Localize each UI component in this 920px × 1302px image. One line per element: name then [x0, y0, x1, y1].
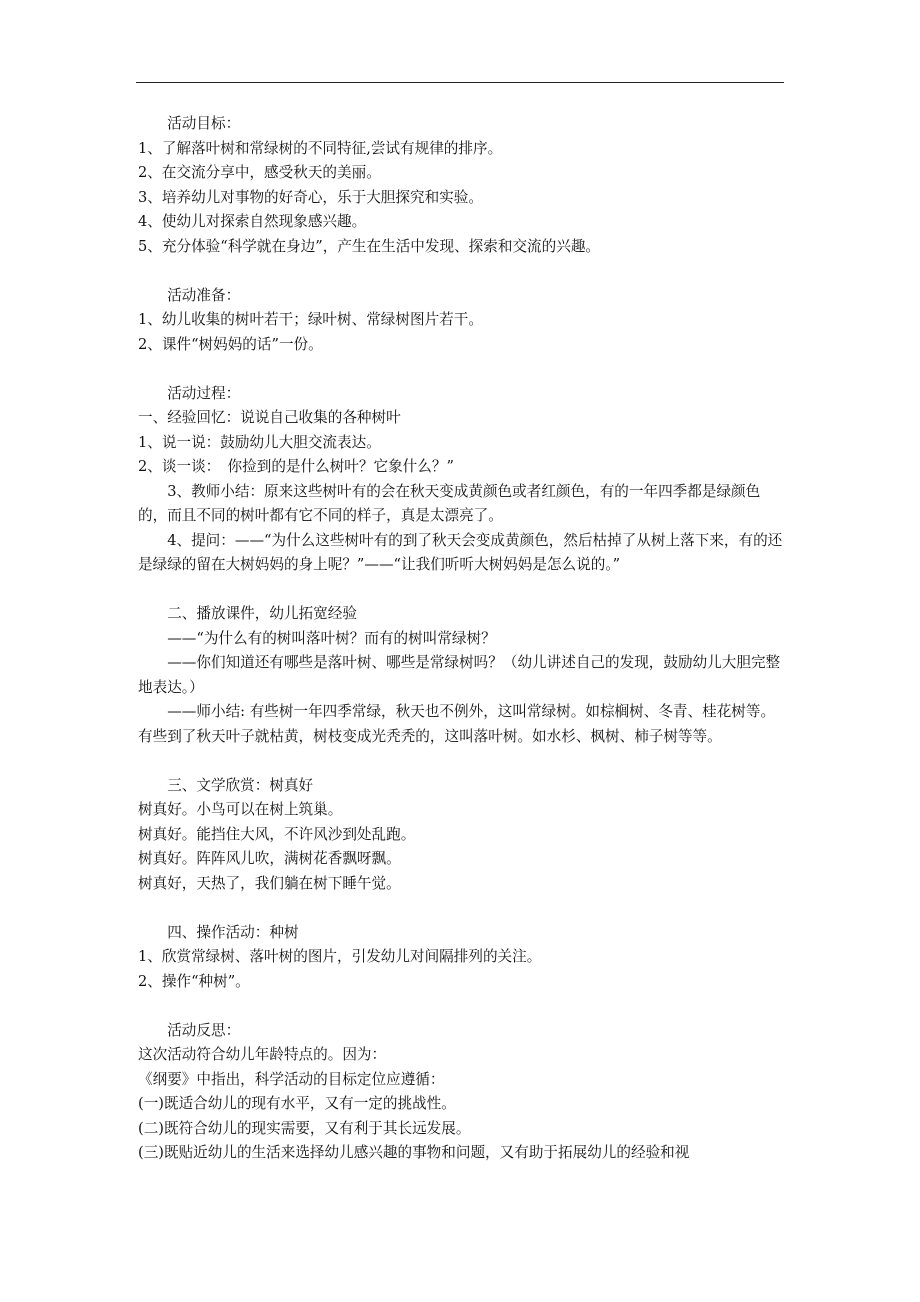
reflection-item: 这次活动符合幼儿年龄特点的。因为： [138, 1046, 387, 1063]
preparation-heading: 活动准备： [167, 286, 241, 304]
reflection-item: (一)既适合幼儿的现有水平，又有一定的挑战性。 [138, 1095, 456, 1112]
poem-line: 树真好，天热了，我们躺在树下睡午觉。 [138, 874, 401, 892]
document-body [138, 112, 784, 1166]
process-heading: 活动过程： [167, 384, 241, 402]
preparation-item: 2、课件“树妈妈的话”一份。 [138, 335, 323, 353]
paragraph-gap [138, 578, 784, 603]
process-part2-title: 二、播放课件，幼儿拓宽经验 [167, 605, 357, 622]
goal-item: 5、充分体验“科学就在身边”，产生在生活中发现、探索和交流的兴趣。 [138, 237, 601, 255]
reflection-item: 《纲要》中指出，科学活动的目标定位应遵循： [138, 1070, 445, 1088]
poem-line: 树真好。能挡住大风，不许风沙到处乱跑。 [138, 825, 416, 843]
goal-item: 1、了解落叶树和常绿树的不同特征,尝试有规律的排序。 [138, 139, 503, 157]
process-part1-item: 2、谈一谈： 你捡到的是什么树叶？它象什么？” [138, 458, 454, 475]
goals-heading: 活动目标： [167, 115, 241, 132]
process-part2-item: ——你们知道还有哪些是落叶树、哪些是常绿树吗？（幼儿讲述自己的发现，鼓励幼儿大胆完整地表达。） [138, 654, 781, 696]
poem-line: 树真好。小鸟可以在树上筑巢。 [138, 801, 343, 818]
process-part1-item: 1、说一说：鼓励幼儿大胆交流表达。 [138, 433, 381, 451]
header-divider [136, 82, 784, 83]
goal-item: 4、使幼儿对探索自然现象感兴趣。 [138, 213, 367, 230]
process-part1-title: 一、经验回忆：说说自己收集的各种树叶 [138, 409, 401, 426]
process-part3-title: 三、文学欣赏：树真好 [167, 776, 314, 794]
process-part4-title: 四、操作活动：种树 [167, 923, 299, 941]
reflection-item: (二)既符合幼儿的现实需要，又有利于其长远发展。 [138, 1119, 471, 1137]
paragraph-gap [138, 357, 784, 382]
process-part1-item: 4、提问：——“为什么这些树叶有的到了秋天会变成黄颜色，然后枯掉了从树上落下来，有的还是绿绿的留在大树妈妈的身上呢？”——“让我们听听大树妈妈是怎么说的。” [138, 531, 783, 573]
process-part2-item: ——“为什么有的树叫落叶树？而有的树叫常绿树？ [167, 629, 496, 647]
goal-item: 2、在交流分享中，感受秋天的美丽。 [138, 164, 381, 181]
poem-line: 树真好。阵阵风儿吹，满树花香飘呀飘。 [138, 850, 401, 867]
goal-item: 3、培养幼儿对事物的好奇心，乐于大胆探究和实验。 [138, 188, 483, 206]
paragraph-gap [138, 259, 784, 284]
paragraph-gap [138, 994, 784, 1019]
process-part1-item: 3、教师小结：原来这些树叶有的会在秋天变成黄颜色或者红颜色，有的一年四季都是绿颜色的，而且不同的树叶都有它不同的样子，真是太漂亮了。 [138, 482, 761, 524]
preparation-item: 1、幼儿收集的树叶若干；绿叶树、常绿树图片若干。 [138, 311, 483, 328]
process-part4-item: 1、欣赏常绿树、落叶树的图片，引发幼儿对间隔排列的关注。 [138, 948, 542, 965]
process-part4-item: 2、操作“种树”。 [138, 972, 250, 990]
process-part2-item: ——师小结: 有些树一年四季常绿，秋天也不例外，这叫常绿树。如棕榈树、冬青、桂花树等。有些到了秋天叶子就枯黄，树枝变成光秃秃的，这叫落叶树。如水杉、枫树、柿子树等等。 [138, 703, 776, 745]
paragraph-gap [138, 896, 784, 921]
reflection-heading: 活动反思： [167, 1021, 241, 1039]
reflection-item: (三)既贴近幼儿的生活来选择幼儿感兴趣的事物和问题，又有助于拓展幼儿的经验和视 [138, 1144, 690, 1161]
paragraph-gap [138, 749, 784, 774]
